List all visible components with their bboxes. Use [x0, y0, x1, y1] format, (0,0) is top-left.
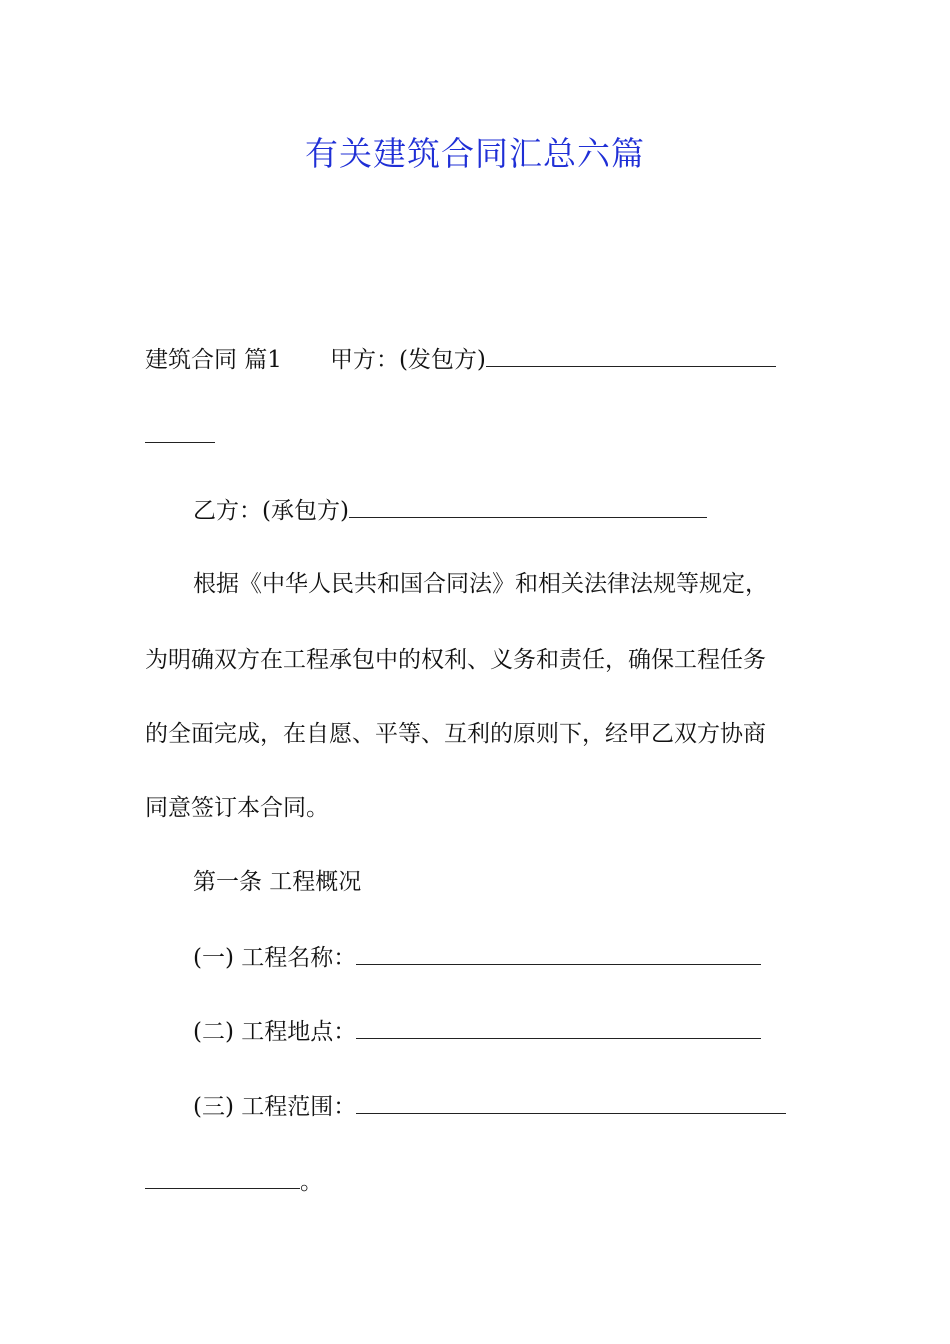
party-a-blank-continued — [145, 420, 215, 443]
project-scope-blank — [356, 1091, 786, 1114]
section-heading: 建筑合同 篇1 — [145, 347, 282, 373]
party-a-blank — [486, 344, 776, 367]
heading-line — [145, 344, 776, 375]
item-2-line — [193, 1016, 761, 1047]
paragraph-line-2: 为明确双方在工程承包中的权利、义务和责任，确保工程任务 — [145, 647, 766, 673]
article-1-title: 第一条 工程概况 — [193, 869, 362, 895]
party-b-blank — [349, 495, 707, 518]
project-scope-label: (三) 工程范围： — [193, 1094, 357, 1120]
item-1-line — [193, 942, 761, 973]
project-scope-blank-continued — [145, 1166, 300, 1189]
project-name-label: (一) 工程名称： — [193, 945, 357, 971]
project-name-blank — [356, 942, 761, 965]
item-3-continuation — [145, 1166, 323, 1197]
item-3-end-mark: 。 — [300, 1169, 323, 1195]
party-b-line — [193, 495, 707, 526]
party-b-label: 乙方：(承包方) — [193, 498, 349, 524]
item-3-line — [193, 1091, 786, 1122]
party-a-continuation — [145, 420, 215, 451]
project-location-blank — [356, 1016, 761, 1039]
project-location-label: (二) 工程地点： — [193, 1019, 357, 1045]
party-a-label: 甲方：(发包方) — [329, 347, 486, 373]
paragraph-line-4: 同意签订本合同。 — [145, 795, 329, 821]
paragraph-line-1: 根据《中华人民共和国合同法》和相关法律法规等规定， — [193, 571, 768, 597]
paragraph-line-3: 的全面完成，在自愿、平等、互利的原则下，经甲乙双方协商 — [145, 721, 766, 747]
document-title: 有关建筑合同汇总六篇 — [305, 134, 645, 173]
